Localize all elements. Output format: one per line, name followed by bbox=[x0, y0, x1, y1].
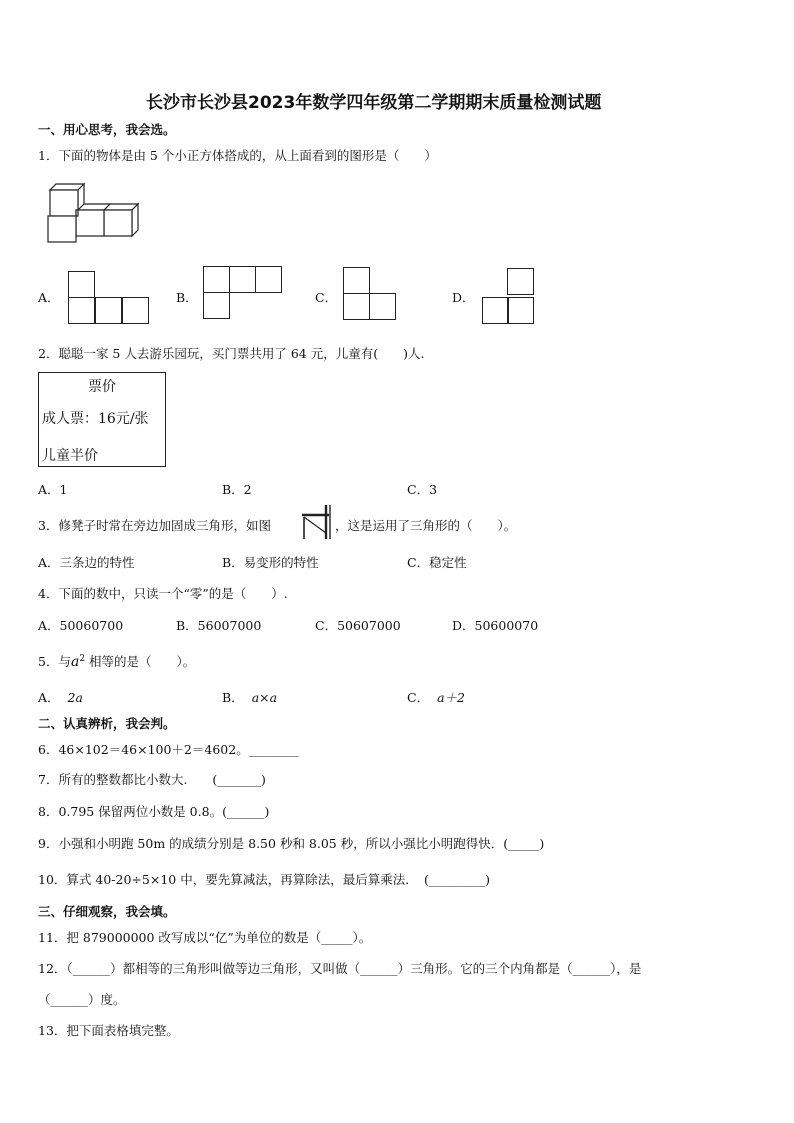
question-1-text: 1．下面的物体是由 5 个小正方体搭成的，从上面看到的图形是（ ） bbox=[38, 148, 437, 163]
q2-option-c[interactable]: C．3 bbox=[407, 482, 438, 497]
q1-option-a-label[interactable]: A． bbox=[38, 290, 60, 305]
q4-option-a[interactable]: A．50060700 bbox=[38, 618, 124, 633]
q5-option-b[interactable]: B． a×a bbox=[222, 690, 278, 705]
page-title: 长沙市长沙县2023年数学四年级第二学期期末质量检测试题 bbox=[146, 93, 602, 113]
ticket-child: 儿童半价 bbox=[42, 448, 98, 464]
section-2-heading: 二、认真辨析，我会判。 bbox=[38, 716, 176, 731]
question-9-text: 9．小强和小明跑 50m 的成绩分别是 8.50 秒和 8.05 秒，所以小强比小明跑得快．(_____) bbox=[38, 836, 545, 851]
section-3-heading: 三、仔细观察，我会填。 bbox=[38, 904, 176, 919]
q5-suffix: 相等的是（ ）。 bbox=[89, 654, 196, 669]
q1-option-d-label[interactable]: D． bbox=[452, 290, 475, 305]
q4-option-d[interactable]: D．50600070 bbox=[452, 618, 539, 633]
q1-option-b-label[interactable]: B． bbox=[176, 290, 198, 305]
question-7-text: 7．所有的整数都比小数大. (_______) bbox=[38, 772, 266, 787]
question-6-text: 6．46×102＝46×100＋2＝4602。________ bbox=[38, 742, 299, 757]
ticket-adult: 成人票：16元/张 bbox=[42, 411, 149, 427]
q4-option-c[interactable]: C．50607000 bbox=[315, 618, 401, 633]
question-3-text-after: ，这是运用了三角形的（ ）。 bbox=[335, 518, 517, 533]
question-3-text-before: 3．修凳子时常在旁边加固成三角形，如图 bbox=[38, 518, 271, 533]
question-12-line-2: （______）度。 bbox=[38, 992, 126, 1007]
question-2-text: 2．聪聪一家 5 人去游乐园玩，买门票共用了 64 元，儿童有( )人. bbox=[38, 346, 425, 361]
question-4-text: 4．下面的数中，只读一个“零”的是（ ）. bbox=[38, 586, 288, 601]
section-1-heading: 一、用心思考，我会选。 bbox=[38, 122, 176, 137]
cube-figure bbox=[44, 180, 140, 246]
q5-base: a bbox=[70, 654, 80, 670]
ticket-price-box bbox=[38, 372, 166, 467]
q3-option-a[interactable]: A．三条边的特性 bbox=[38, 555, 135, 570]
question-12-line-1: 12．（______）都相等的三角形叫做等边三角形，又叫做（______）三角形。它的三个内角都是（______），是 bbox=[38, 961, 642, 976]
ticket-header: 票价 bbox=[88, 379, 116, 395]
q5-option-a[interactable]: A． 2a bbox=[38, 690, 83, 705]
q5-option-c[interactable]: C． a＋2 bbox=[407, 690, 465, 705]
question-5-text bbox=[38, 652, 195, 670]
question-8-text: 8．0.795 保留两位小数是 0.8。(______) bbox=[38, 804, 270, 819]
question-13-text: 13．把下面表格填完整。 bbox=[38, 1023, 179, 1038]
q3-option-c[interactable]: C．稳定性 bbox=[407, 555, 467, 570]
q1-option-c-label[interactable]: C． bbox=[315, 290, 338, 305]
q5-exponent: 2 bbox=[79, 653, 86, 664]
q5-prefix: 5．与 bbox=[38, 654, 71, 669]
q3-option-b[interactable]: B．易变形的特性 bbox=[222, 555, 319, 570]
stool-icon bbox=[299, 503, 333, 541]
q2-option-b[interactable]: B．2 bbox=[222, 482, 252, 497]
q4-option-b[interactable]: B．56007000 bbox=[176, 618, 262, 633]
q2-option-a[interactable]: A．1 bbox=[38, 482, 68, 497]
question-10-text: 10．算式 40-20÷5×10 中，要先算减法，再算除法，最后算乘法． (_________) bbox=[38, 872, 490, 887]
question-11-text: 11．把 879000000 改写成以“亿”为单位的数是（_____）。 bbox=[38, 930, 372, 945]
